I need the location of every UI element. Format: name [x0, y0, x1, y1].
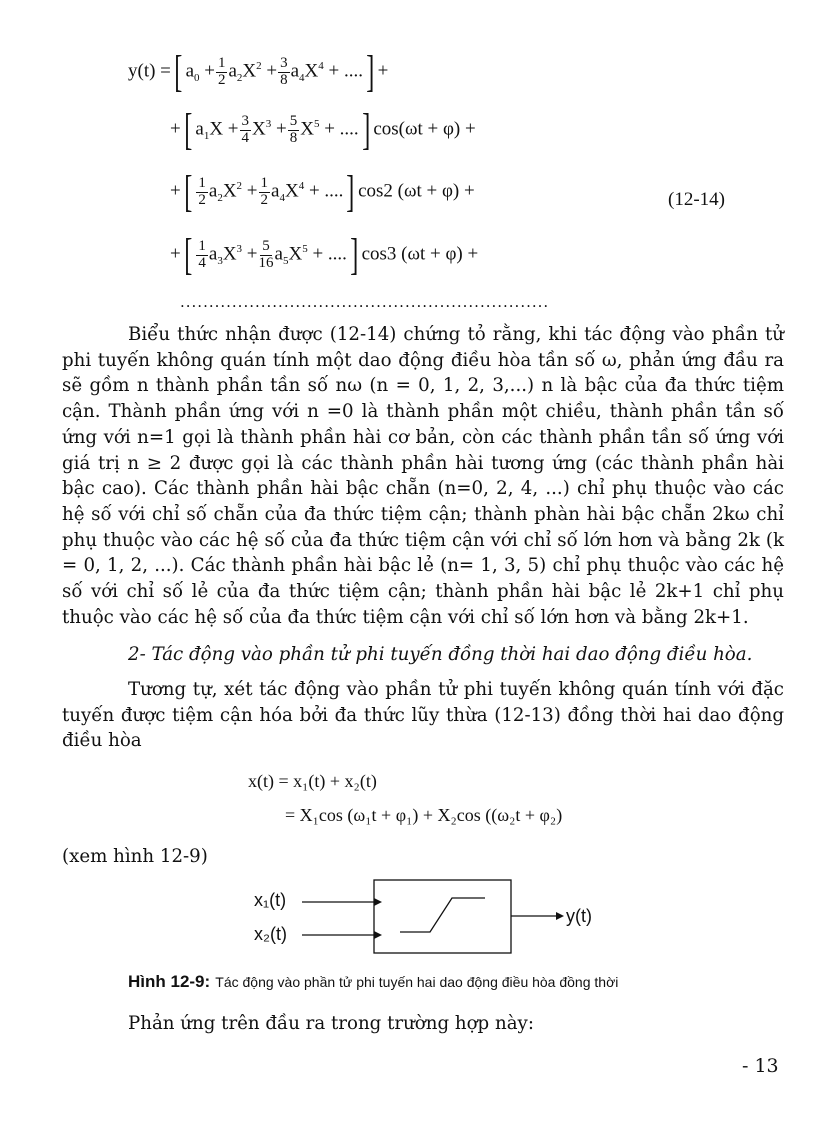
equation-line-2: +[ $a_1X$ + $\frac{3}{4}$ $X^3$ + $\frac{5}{8}$ $X^5$ + ....] cos(ωt + φ) + [170, 105, 476, 154]
input-sum-equation: x(t) = x₁(t) + x₂(t) [248, 771, 377, 791]
closing-line: Phản ứng trên đầu ra trong trường hợp này: [128, 1013, 534, 1034]
see-figure-note: (xem hình 12-9) [62, 846, 208, 867]
input-cos-equation: = X₁cos (ω₁t + φ₁) + X₂cos ((ω₂t + φ₂) [285, 805, 563, 825]
figure-caption: Hình 12-9: Tác động vào phần tử phi tuyến hai dao động điều hòa đồng thời [128, 972, 619, 991]
output-label: y(t) [566, 906, 592, 926]
equation-continuation-dots: ................................................................ [180, 293, 550, 311]
paragraph-harmonics: Biểu thức nhận được (12-14) chứng tỏ rằng, khi tác động vào phần tử phi tuyến không quán tính một dao động điều hòa tần số ω, phản ứng đầu ra sẽ gồm n thành phần tần số nω (n = 0, 1, 2, 3,...) n là bậc của đa thức tiệm cận. Thành phần ứng với n =0 là thành phần một chiều, thành phần tần số ứng với n=1 gọi là thành phần hài cơ bản, còn các thành phần tần số ứng với giá trị n ≥ 2 được gọi là các thành phần hài tương ứng (các thành phần hài bậc cao). Các thành phần hài bậc chẵn (n=0, 2, 4, ...) chỉ phụ thuộc vào các hệ số với chỉ số chẵn của đa thức tiệm cận; thành phàn hài bậc chẵn 2kω chỉ phụ thuộc vào các hệ số của đa thức tiệm cận với chỉ số lớn hơn và bằng 2k (k = 0, 1, 2, ...). Các thành phần hài bậc lẻ (n= 1, 3, 5) chỉ phụ thuộc vào các hệ số với chỉ số lẻ của đa thức tiệm cận; thành phần hài bậc lẻ 2k+1 chỉ phụ thuộc vào các hệ số của đa thức tiệm cận với chỉ số lớn hơn và bằng 2k+1. [62, 324, 784, 628]
equation-number: (12-14) [668, 189, 725, 210]
page-number: - 13 [742, 1055, 779, 1077]
equation-line-3: +[ $\frac{1}{2}$ $a_2X^2$ + $\frac{1}{2}$ $a_4X^4$ + ....] cos2 (ωt + φ) + [170, 167, 475, 216]
equation-line-1: y(t) =[ $a_0$ + $\frac{1}{2}$ $a_2X^2$ + $\frac{3}{8}$ $a_4X^4$ + ....] + [128, 47, 389, 96]
paragraph-two-oscillations: Tương tự, xét tác động vào phần tử phi tuyến không quán tính với đặc tuyến được tiệm cận hóa bởi đa thức lũy thừa (12-13) đồng thời hai dao động điều hòa [62, 679, 784, 752]
input-1-label: x₁(t) [254, 890, 287, 910]
input-2-label: x₂(t) [254, 924, 287, 944]
section-subheading: 2- Tác động vào phần tử phi tuyến đồng thời hai dao động điều hòa. [128, 644, 753, 665]
equation-line-4: +[ $\frac{1}{4}$ $a_3X^3$ + $\frac{5}{16}$ $a_5X^5$ + ....] cos3 (ωt + φ) + [170, 230, 479, 279]
nonlinear-element-diagram [240, 872, 600, 962]
saturation-characteristic-icon [400, 898, 485, 932]
nonlinear-block [374, 880, 511, 953]
